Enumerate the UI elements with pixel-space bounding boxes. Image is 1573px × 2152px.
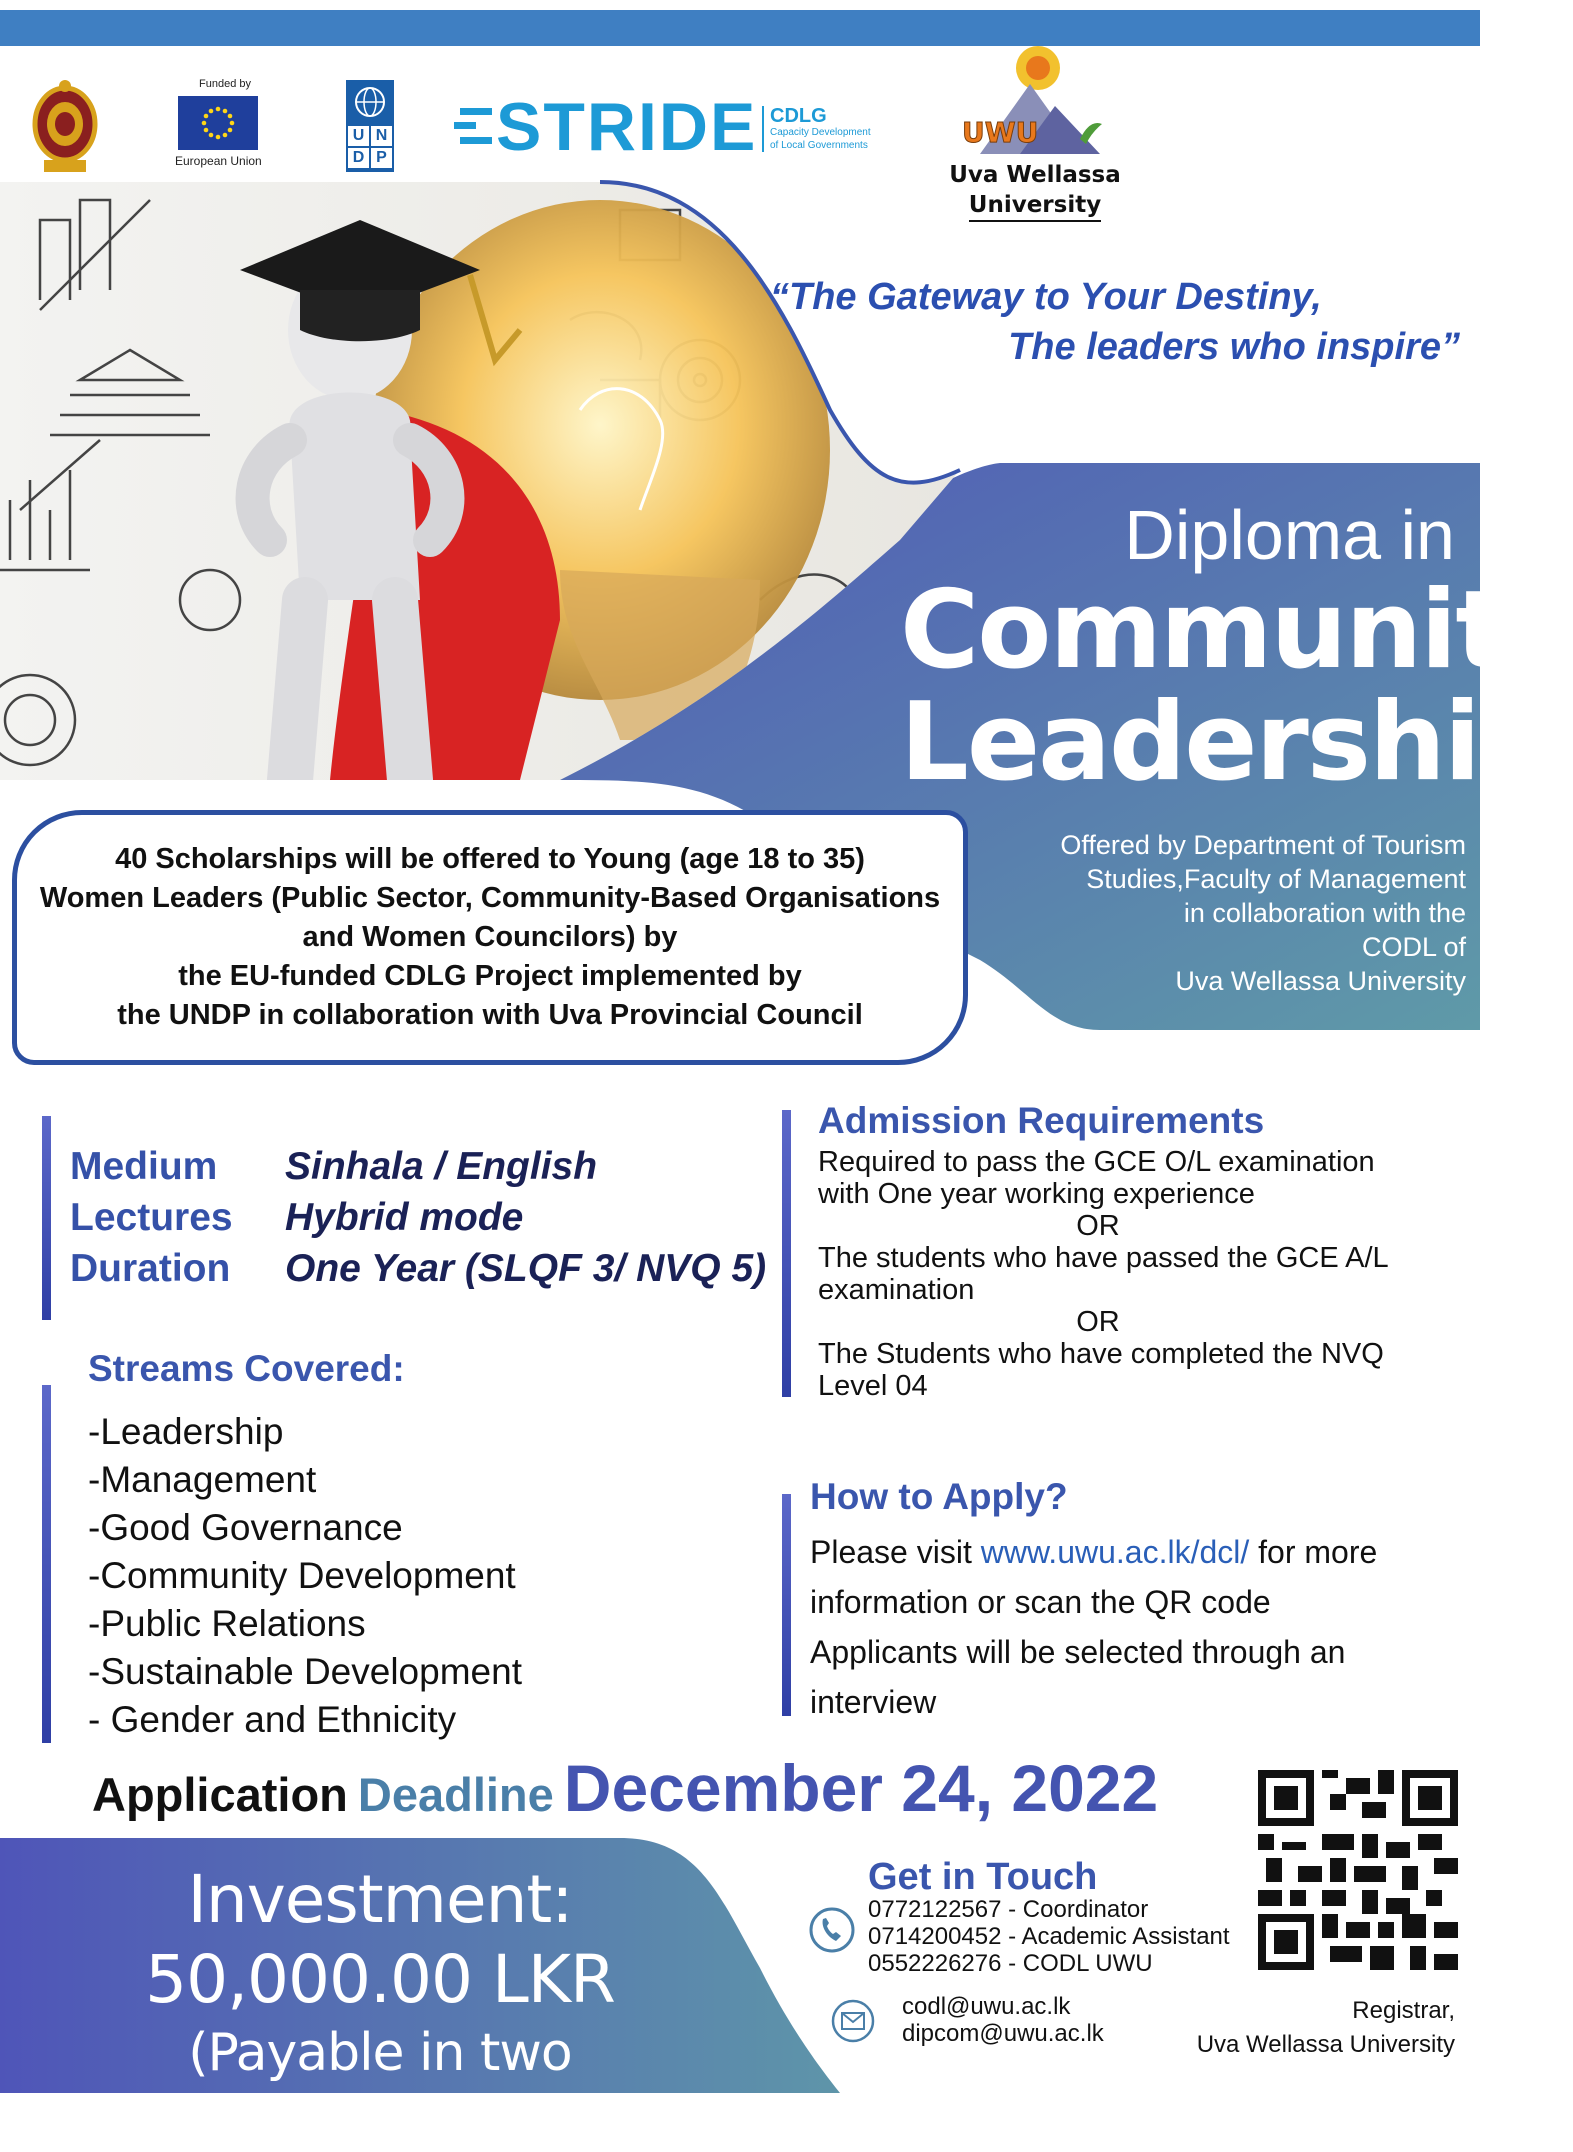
offered-line: Studies,Faculty of Management bbox=[1086, 864, 1466, 894]
cdlg-title: CDLG bbox=[770, 105, 827, 127]
tagline-quote bbox=[770, 272, 1460, 372]
scholarship-line: the EU-funded CDLG Project implemented by bbox=[178, 960, 802, 992]
scholarship-line: and Women Councilors) by bbox=[302, 921, 678, 953]
list-item: -Good Governance bbox=[88, 1507, 403, 1548]
or-separator: OR bbox=[1076, 1306, 1120, 1338]
mail-icon bbox=[830, 1998, 876, 2044]
scholarship-text bbox=[40, 840, 940, 1035]
accent-bar bbox=[42, 1385, 51, 1743]
top-margin bbox=[0, 0, 1480, 10]
offered-line: CODL of bbox=[1361, 932, 1466, 962]
sri-lanka-emblem-icon bbox=[30, 78, 100, 176]
quote-line1: “The Gateway to Your Destiny, bbox=[770, 276, 1322, 318]
apply-line bbox=[810, 1527, 1460, 1577]
investment-note: (Payable in two installments) bbox=[188, 2023, 572, 2149]
detail-value: Hybrid mode bbox=[285, 1196, 524, 1239]
uwu-name-line1: Uva Wellassa bbox=[949, 162, 1121, 188]
apply-visit-suffix: for more bbox=[1249, 1534, 1378, 1570]
or-separator: OR bbox=[1076, 1210, 1120, 1242]
title-line1: Community bbox=[900, 568, 1573, 693]
website-link[interactable]: www.uwu.ac.lk/dcl/ bbox=[980, 1534, 1250, 1570]
detail-key: Lectures bbox=[70, 1196, 233, 1239]
requirement-line: Required to pass the GCE O/L examination bbox=[818, 1146, 1375, 1178]
investment-amount: 50,000.00 LKR bbox=[145, 1941, 615, 2018]
phone-icon bbox=[808, 1906, 856, 1954]
list-item: -Public Relations bbox=[88, 1603, 366, 1644]
accent-bar bbox=[42, 1116, 51, 1320]
phone-number[interactable]: 0714200452 - Academic Assistant bbox=[868, 1923, 1230, 1950]
requirement-line: The students who have passed the GCE A/L bbox=[818, 1242, 1389, 1274]
undp-letter: U bbox=[348, 126, 369, 146]
registrar-line: Registrar, bbox=[1352, 1997, 1455, 2024]
investment bbox=[80, 1860, 680, 2152]
streams-list bbox=[88, 1408, 522, 1744]
offered-line: in collaboration with the bbox=[1183, 898, 1466, 928]
phone-number[interactable]: 0772122567 - Coordinator bbox=[868, 1896, 1149, 1923]
email-address[interactable]: dipcom@uwu.ac.lk bbox=[902, 2020, 1104, 2047]
apply-visit-prefix: Please visit bbox=[810, 1534, 981, 1570]
apply-instructions bbox=[810, 1527, 1460, 1727]
deadline-date: December 24, 2022 bbox=[563, 1751, 1159, 1825]
cdlg-logo bbox=[762, 106, 871, 152]
list-item: -Sustainable Development bbox=[88, 1651, 522, 1692]
eu-flag-icon bbox=[178, 96, 258, 150]
uwu-logo-icon bbox=[960, 44, 1120, 164]
page-title bbox=[900, 568, 1573, 805]
eu-union-label: European Union bbox=[175, 154, 262, 168]
requirement-line: The Students who have completed the NVQ bbox=[818, 1338, 1384, 1370]
eu-funded-by: Funded by bbox=[199, 78, 251, 90]
deadline-label-1: Application bbox=[92, 1768, 348, 1821]
detail-key: Medium bbox=[70, 1145, 218, 1188]
un-globe-icon bbox=[346, 80, 394, 124]
requirement-line: Level 04 bbox=[818, 1370, 928, 1402]
undp-letter: D bbox=[348, 148, 369, 168]
apply-line: Applicants will be selected through an bbox=[810, 1634, 1346, 1670]
list-item: -Community Development bbox=[88, 1555, 516, 1596]
scholarship-box bbox=[12, 810, 968, 1065]
streams-title: Streams Covered: bbox=[88, 1348, 405, 1389]
uwu-mark-text: UWU bbox=[962, 116, 1039, 149]
admission-title: Admission Requirements bbox=[818, 1100, 1265, 1141]
detail-value: Sinhala / English bbox=[285, 1145, 598, 1188]
list-item: -Leadership bbox=[88, 1411, 284, 1452]
offered-line: Offered by Department of Tourism bbox=[1060, 830, 1466, 860]
offered-line: Uva Wellassa University bbox=[1175, 966, 1466, 996]
scholarship-line: the UNDP in collaboration with Uva Provincial Council bbox=[117, 999, 863, 1031]
diploma-in: Diploma in bbox=[1124, 496, 1455, 574]
phone-list bbox=[868, 1896, 1230, 1977]
investment-label: Investment: bbox=[187, 1861, 573, 1938]
cdlg-sub-2: of Local Governments bbox=[770, 140, 868, 151]
undp-letter: P bbox=[371, 148, 392, 168]
title-line2: Leadership bbox=[900, 680, 1555, 805]
contact-title: Get in Touch bbox=[868, 1856, 1098, 1898]
email-list bbox=[902, 1993, 1104, 2047]
detail-key: Duration bbox=[70, 1247, 231, 1290]
quote-line2: The leaders who inspire” bbox=[1008, 326, 1460, 368]
cdlg-sub-1: Capacity Development bbox=[770, 127, 871, 138]
registrar bbox=[1150, 1994, 1455, 2062]
apply-line: information or scan the QR code bbox=[810, 1584, 1271, 1620]
list-item: - Gender and Ethnicity bbox=[88, 1699, 457, 1740]
qr-code-icon[interactable] bbox=[1258, 1770, 1458, 1970]
offered-by bbox=[990, 828, 1466, 998]
application-deadline bbox=[92, 1750, 1158, 1826]
admission-requirements bbox=[818, 1146, 1458, 1402]
requirement-line: examination bbox=[818, 1274, 975, 1306]
deadline-label-2: Deadline bbox=[357, 1768, 554, 1821]
email-address[interactable]: codl@uwu.ac.lk bbox=[902, 1993, 1071, 2020]
stride-logo-text: STRIDE bbox=[496, 89, 758, 165]
scholarship-line: 40 Scholarships will be offered to Young (age 18 to 35) bbox=[115, 843, 865, 875]
scholarship-line: Women Leaders (Public Sector, Community-Based Organisations bbox=[39, 882, 941, 914]
eu-logo bbox=[175, 78, 295, 168]
list-item: -Management bbox=[88, 1459, 317, 1500]
apply-line: interview bbox=[810, 1684, 937, 1720]
undp-letter: N bbox=[371, 126, 392, 146]
phone-number[interactable]: 0552226276 - CODL UWU bbox=[868, 1950, 1153, 1977]
registrar-line: Uva Wellassa University bbox=[1196, 2031, 1455, 2058]
undp-logo bbox=[346, 80, 394, 172]
detail-value: One Year (SLQF 3/ NVQ 5) bbox=[285, 1247, 767, 1290]
requirement-line: with One year working experience bbox=[818, 1178, 1255, 1210]
accent-bar bbox=[782, 1494, 791, 1716]
apply-title: How to Apply? bbox=[810, 1476, 1068, 1517]
stride-mark-icon bbox=[454, 106, 492, 146]
uwu-name-line2: University bbox=[969, 190, 1101, 222]
